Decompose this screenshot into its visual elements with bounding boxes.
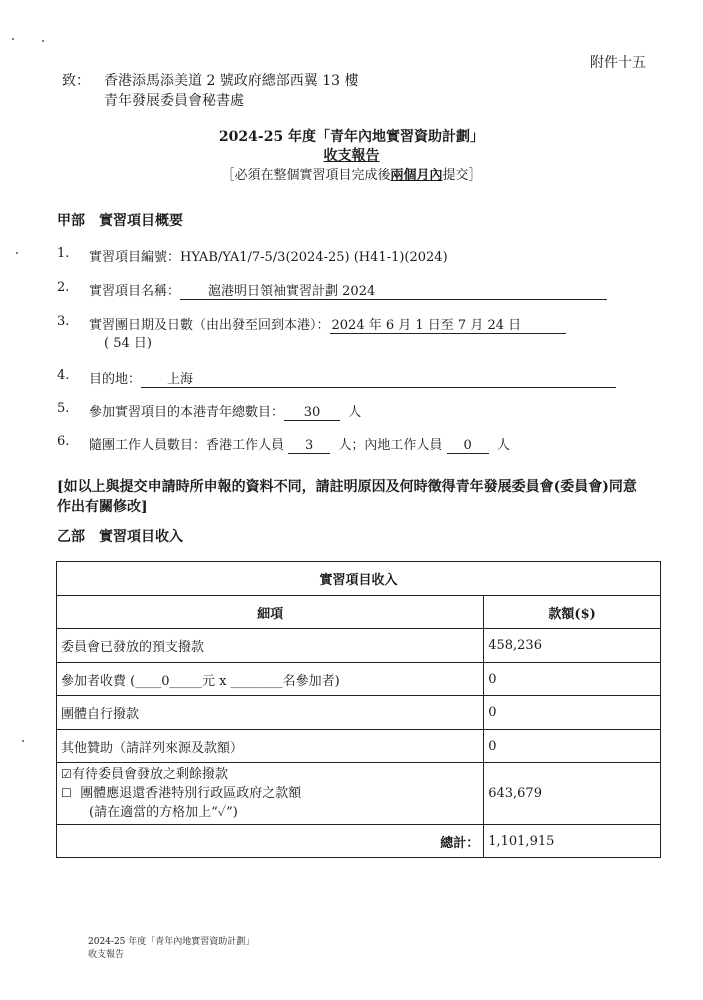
fee-label: 參加者收費 (____ <box>61 673 162 689</box>
annex-label: 附件十五 <box>590 55 646 71</box>
income-table-title: 實習項目收入 <box>57 562 661 596</box>
column-header-amount: 款額($) <box>484 596 661 629</box>
to-label: 致： <box>62 73 90 89</box>
submission-note <box>0 164 703 183</box>
report-subtitle: 收支報告 <box>323 148 380 164</box>
table-row <box>57 730 661 763</box>
trip-dates-value: 2024 年 6 月 1 日至 7 月 24 日 <box>330 314 566 334</box>
income-table-header-row <box>57 596 661 629</box>
balance-options-cell <box>57 763 484 825</box>
report-title: 2024-25 年度「青年內地實習資助計劃」 <box>218 129 485 145</box>
project-number-label: 實習項目編號： <box>89 250 181 265</box>
trip-dates-label: 實習團日期及日數（由出發至回到本港）： <box>89 318 330 333</box>
item-4-number: 4. <box>57 368 70 383</box>
option-refund <box>61 784 479 803</box>
income-table-title-row <box>57 562 661 596</box>
footer-line-2: 收支報告 <box>88 950 125 960</box>
item-6-number: 6. <box>57 434 70 449</box>
item-1 <box>89 246 448 265</box>
row-amount: 0 <box>484 696 661 730</box>
mainland-staff-label: 人；內地工作人員 <box>338 438 443 453</box>
scan-speck <box>42 40 44 42</box>
item-5-number: 5. <box>57 401 70 416</box>
scan-speck <box>16 252 18 254</box>
total-amount: 1,101,915 <box>484 825 661 858</box>
total-label: 總計： <box>57 825 484 858</box>
participants-label: 參加實習項目的本港青年總數目： <box>89 405 285 420</box>
column-header-item: 細項 <box>57 596 484 629</box>
destination-value: 上海 <box>141 368 616 388</box>
row-item: 委員會已發放的預支撥款 <box>57 629 484 663</box>
table-row <box>57 663 661 696</box>
item-2-number: 2. <box>57 280 70 295</box>
row-amount: 0 <box>484 730 661 763</box>
item-5 <box>89 401 361 421</box>
item-1-number: 1. <box>57 246 70 261</box>
participants-unit: 人 <box>348 405 362 420</box>
fee-value: 0 <box>161 673 170 689</box>
trip-days-value: ( 54 日) <box>104 336 152 351</box>
scan-speck <box>12 38 14 40</box>
table-row <box>57 629 661 663</box>
item-4 <box>89 368 616 388</box>
row-amount: 458,236 <box>484 629 661 663</box>
submission-deadline: 兩個月內 <box>390 168 443 183</box>
project-number-value: HYAB/YA1/7-5/3(2024-25) (H41-1)(2024) <box>180 250 448 265</box>
participants-value: 30 <box>284 405 340 421</box>
row-item <box>57 663 484 696</box>
mainland-staff-value: 0 <box>447 438 489 454</box>
checkbox-hint: (請在適當的方格加上“✓”) <box>89 805 238 820</box>
checked-checkbox-icon: ☑ <box>61 767 72 781</box>
destination-label: 目的地： <box>89 372 142 387</box>
row-item: 其他贊助（請詳列來源及款額） <box>57 730 484 763</box>
option-remaining-grant-label: 有待委員會發放之剩餘撥款 <box>72 767 229 782</box>
item-6 <box>89 434 510 454</box>
item-3 <box>89 314 566 334</box>
change-notice: [如以上與提交申請時所申報的資料不同，請註明原因及何時徵得青年發展委員會(委員會)同意作出有關修改] <box>57 479 637 515</box>
project-name-value: 滬港明日領袖實習計劃 2024 <box>180 280 607 300</box>
scan-speck <box>22 740 24 742</box>
option-refund-label: 團體應退還香港特別行政區政府之款額 <box>80 786 302 801</box>
staff-label: 隨團工作人員數目：香港工作人員 <box>89 438 285 453</box>
mainland-staff-unit: 人 <box>496 438 510 453</box>
total-row <box>57 825 661 858</box>
option-remaining-grant <box>61 765 479 784</box>
fee-label-rest: _____元 x ________名參加者) <box>169 673 340 689</box>
item-2 <box>89 280 607 300</box>
project-name-label: 實習項目名稱： <box>89 284 181 299</box>
hk-staff-value: 3 <box>288 438 330 454</box>
row-amount: 0 <box>484 663 661 696</box>
row-item: 團體自行撥款 <box>57 696 484 730</box>
footer <box>88 936 254 962</box>
footer-line-1: 2024-25 年度「青年內地實習資助計劃」 <box>88 937 255 947</box>
part-a-heading: 甲部 實習項目概要 <box>57 213 183 229</box>
address-line-1: 香港添馬添美道 2 號政府總部西翼 13 樓 <box>104 73 359 89</box>
part-b-heading: 乙部 實習項目收入 <box>57 529 183 545</box>
row-amount: 643,679 <box>484 763 661 825</box>
table-row <box>57 763 661 825</box>
address-line-2: 青年發展委員會秘書處 <box>104 93 244 109</box>
item-3-number: 3. <box>57 314 70 329</box>
table-row <box>57 696 661 730</box>
unchecked-checkbox-icon: ☐ <box>61 786 72 800</box>
submission-note-pre: ［必須在整個實習項目完成後 <box>221 168 391 183</box>
submission-note-post: 提交］ <box>442 168 482 183</box>
income-table <box>56 561 661 858</box>
